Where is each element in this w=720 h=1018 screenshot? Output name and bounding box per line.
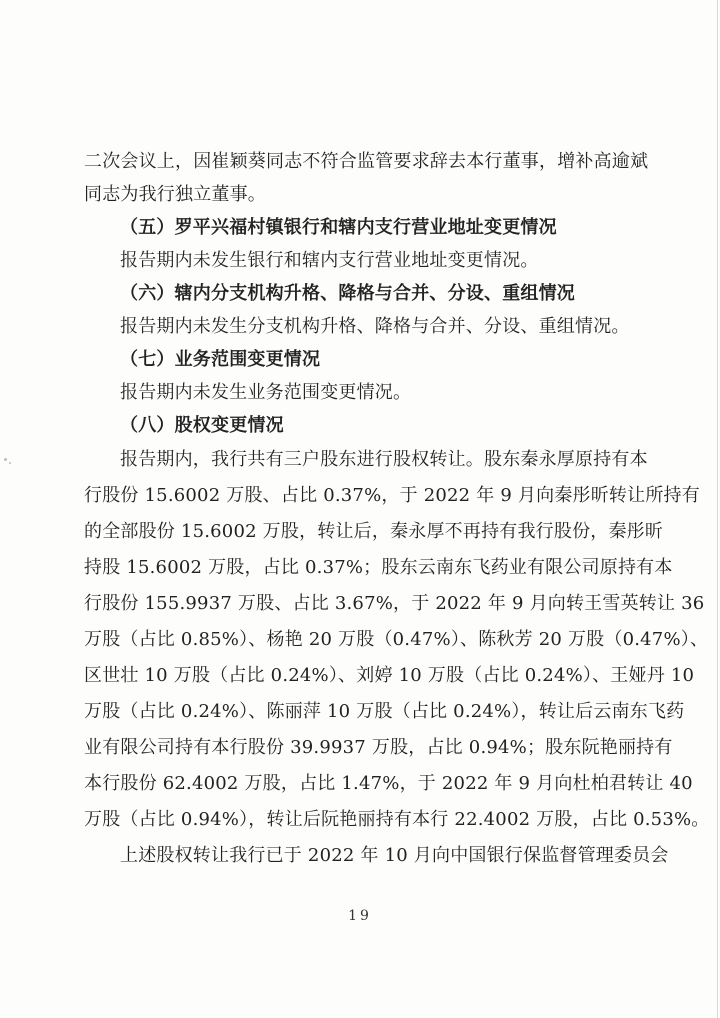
body-line: 万股（占比 0.85%）、杨艳 20 万股（0.47%）、陈秋芳 20 万股（0.47%）、 <box>84 629 709 650</box>
scan-speck <box>4 458 7 461</box>
body-line: 报告期内，我行共有三户股东进行股权转让。股东秦永厚原持有本 <box>120 449 648 470</box>
section-heading-8: （八）股权变更情况 <box>120 415 284 436</box>
body-line: 行股份 15.6002 万股、占比 0.37%，于 2022 年 9 月向秦彤昕转让所持有 <box>84 485 700 506</box>
section-heading-7: （七）业务范围变更情况 <box>120 349 321 370</box>
body-line: 本行股份 62.4002 万股，占比 1.47%，于 2022 年 9 月向杜柏君转让 40 <box>84 773 693 794</box>
body-line: 持股 15.6002 万股，占比 0.37%；股东云南东飞药业有限公司原持有本 <box>84 557 673 578</box>
section-heading-5: （五）罗平兴福村镇银行和辖内支行营业地址变更情况 <box>120 217 557 238</box>
body-line: 万股（占比 0.24%）、陈丽萍 10 万股（占比 0.24%），转让后云南东飞药 <box>84 701 685 722</box>
body-line: 上述股权转让我行已于 2022 年 10 月向中国银行保监督管理委员会 <box>120 845 669 866</box>
page-number: 19 <box>348 908 372 924</box>
body-line: 行股份 155.9937 万股、占比 3.67%，于 2022 年 9 月向转王雪英转让 36 <box>84 593 705 614</box>
body-line: 的全部股份 15.6002 万股，转让后，秦永厚不再持有我行股份，秦彤昕 <box>84 521 664 542</box>
section-heading-6: （六）辖内分支机构升格、降格与合并、分设、重组情况 <box>120 283 575 304</box>
body-line: 报告期内未发生分支机构升格、降格与合并、分设、重组情况。 <box>120 316 630 337</box>
scan-speck <box>9 462 11 464</box>
body-line: 区世壮 10 万股（占比 0.24%）、刘婷 10 万股（占比 0.24%）、王娅丹 10 <box>84 665 695 686</box>
body-line: 业有限公司持有本行股份 39.9937 万股，占比 0.94%；股东阮艳丽持有 <box>84 737 673 758</box>
body-line: 报告期内未发生银行和辖内支行营业地址变更情况。 <box>120 250 539 271</box>
body-line: 二次会议上，因崔颖葵同志不符合监管要求辞去本行董事，增补高逾斌 <box>84 151 649 172</box>
body-line: 报告期内未发生业务范围变更情况。 <box>120 382 412 403</box>
body-line: 同志为我行独立董事。 <box>84 184 266 205</box>
body-line: 万股（占比 0.94%），转让后阮艳丽持有本行 22.4002 万股，占比 0.53%。 <box>84 809 710 830</box>
scan-edge <box>717 0 718 1018</box>
